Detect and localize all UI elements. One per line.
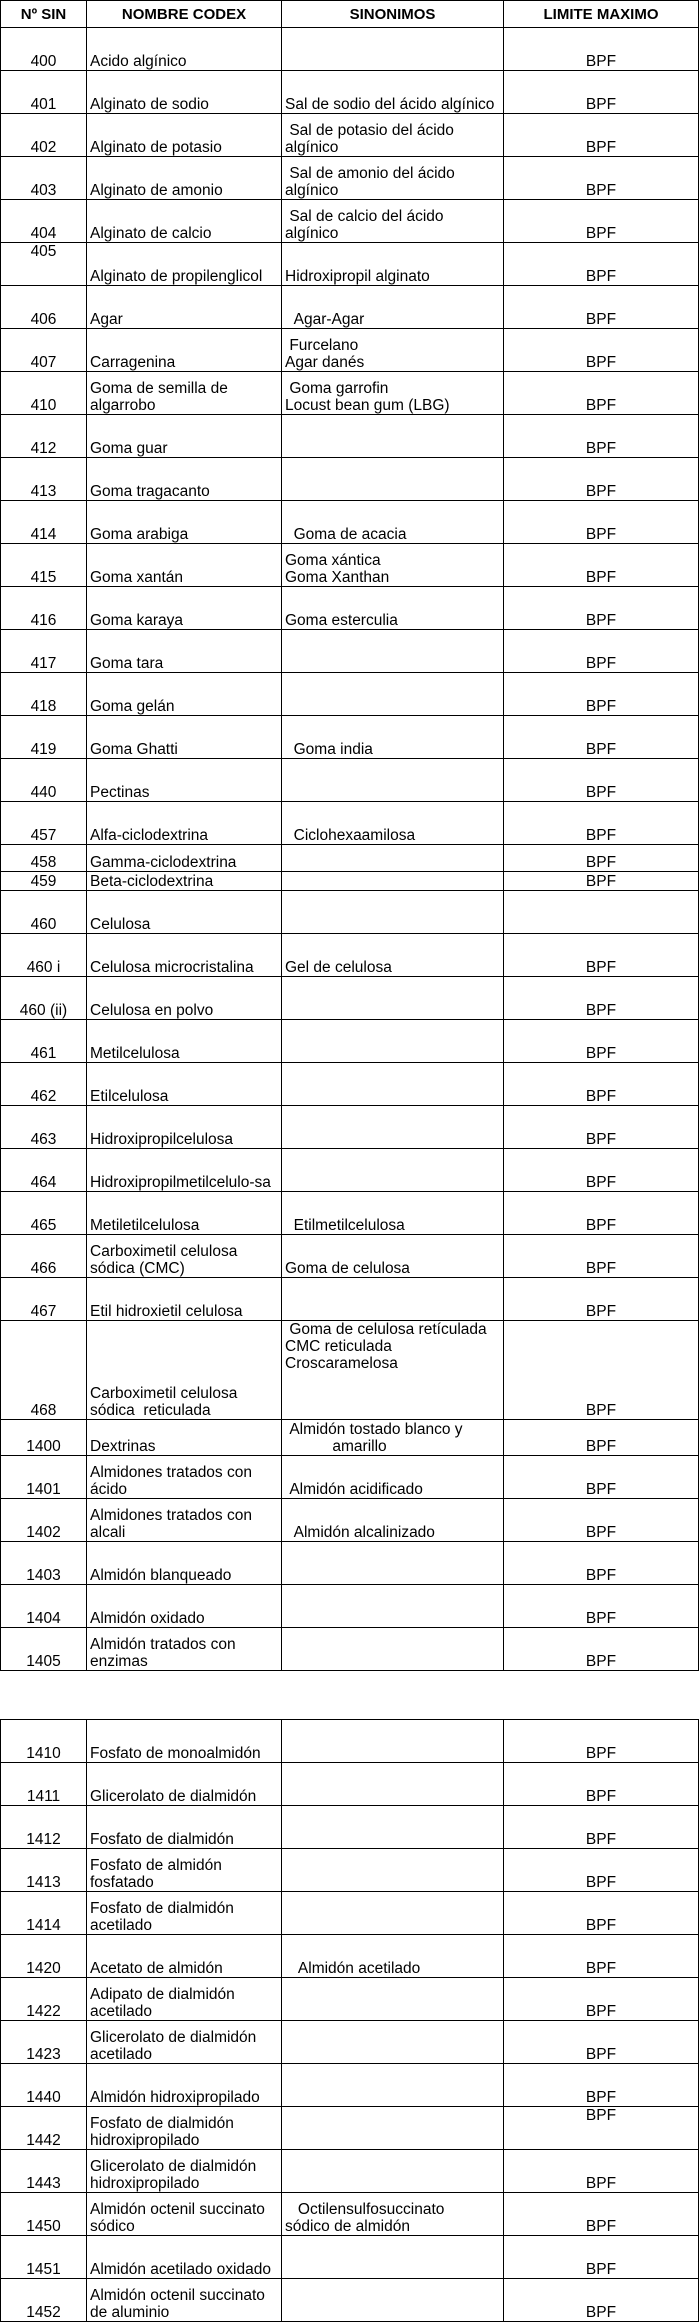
sin-number-cell: 417 [1,630,87,673]
sin-number-cell: 1422 [1,1978,87,2021]
synonyms-cell [282,2021,504,2064]
max-limit-cell: BPF [504,2107,699,2150]
table-row [1,934,699,977]
sin-number-cell: 1402 [1,1499,87,1542]
sin-number-cell: 403 [1,157,87,200]
max-limit-cell: BPF [504,114,699,157]
max-limit-cell: BPF [504,1420,699,1456]
max-limit-cell: BPF [504,587,699,630]
table-row [1,1628,699,1671]
sin-number-cell: 460 i [1,934,87,977]
codex-name-cell: Alginato de potasio [87,114,282,157]
max-limit-cell: BPF [504,1892,699,1935]
codex-name-cell: Agar [87,286,282,329]
codex-name-cell: Goma Ghatti [87,716,282,759]
sin-number-cell: 465 [1,1192,87,1235]
synonyms-cell [282,630,504,673]
codex-name-cell: Alfa-ciclodextrina [87,802,282,845]
synonyms-cell: Hidroxipropil alginato [282,243,504,286]
table-row [1,1542,699,1585]
codex-name-cell: Almidón hidroxipropilado [87,2064,282,2107]
codex-name-cell: Hidroxipropilcelulosa [87,1106,282,1149]
synonyms-cell [282,891,504,934]
codex-name-cell: Carragenina [87,329,282,372]
max-limit-cell: BPF [504,157,699,200]
sin-number-cell: 416 [1,587,87,630]
synonyms-cell [282,1020,504,1063]
table-row [1,544,699,587]
table-row [1,1278,699,1321]
codex-name-cell: Fosfato de dialmidón [87,1806,282,1849]
sin-number-cell: 413 [1,458,87,501]
codex-name-cell: Almidón blanqueado [87,1542,282,1585]
sin-number-cell: 419 [1,716,87,759]
max-limit-cell: BPF [504,977,699,1020]
codex-name-cell: Glicerolato de dialmidón acetilado [87,2021,282,2064]
sin-number-cell: 460 [1,891,87,934]
sin-number-cell: 1413 [1,1849,87,1892]
table-row [1,1149,699,1192]
table-row [1,1420,699,1456]
max-limit-cell: BPF [504,1149,699,1192]
synonyms-cell [282,759,504,802]
sin-number-cell: 414 [1,501,87,544]
sin-number-cell: 467 [1,1278,87,1321]
additives-table-part-2 [0,1719,699,2322]
header-synonyms: SINONIMOS [282,1,504,28]
table-row [1,1892,699,1935]
max-limit-cell: BPF [504,716,699,759]
table-row [1,2279,699,2322]
max-limit-cell: BPF [504,1106,699,1149]
codex-name-cell: Alginato de calcio [87,200,282,243]
codex-name-cell: Adipato de dialmidón acetilado [87,1978,282,2021]
codex-name-cell: Almidón oxidado [87,1585,282,1628]
codex-name-cell: Beta-ciclodextrina [87,872,282,891]
max-limit-cell: BPF [504,28,699,71]
synonyms-cell: Goma garrofin Locust bean gum (LBG) [282,372,504,415]
table-row [1,1063,699,1106]
sin-number-cell: 457 [1,802,87,845]
max-limit-cell: BPF [504,1542,699,1585]
sin-number-cell: 418 [1,673,87,716]
max-limit-cell: BPF [504,845,699,872]
table-row [1,1806,699,1849]
codex-name-cell: Fosfato de almidón fosfatado [87,1849,282,1892]
synonyms-cell [282,1849,504,1892]
synonyms-cell: Almidón alcalinizado [282,1499,504,1542]
codex-name-cell: Almidón octenil succinato de aluminio [87,2279,282,2322]
codex-name-cell: Metilcelulosa [87,1020,282,1063]
table-row [1,2107,699,2150]
synonyms-cell [282,1542,504,1585]
synonyms-cell: Goma xántica Goma Xanthan [282,544,504,587]
sin-number-cell: 406 [1,286,87,329]
codex-name-cell: Almidón octenil succinato sódico [87,2193,282,2236]
max-limit-cell: BPF [504,1278,699,1321]
max-limit-cell: BPF [504,71,699,114]
codex-name-cell: Goma xantán [87,544,282,587]
sin-number-cell: 412 [1,415,87,458]
sin-number-cell: 462 [1,1063,87,1106]
table-row [1,2064,699,2107]
synonyms-cell [282,2279,504,2322]
sin-number-cell: 1401 [1,1456,87,1499]
synonyms-cell: Octilensulfosuccinato sódico de almidón [282,2193,504,2236]
table-row [1,716,699,759]
max-limit-cell: BPF [504,372,699,415]
table-row [1,2021,699,2064]
page-gap [0,1698,699,1719]
codex-name-cell: Almidón tratados con enzimas [87,1628,282,1671]
max-limit-cell: BPF [504,458,699,501]
table-row [1,329,699,372]
table-row [1,891,699,934]
synonyms-cell [282,673,504,716]
codex-name-cell: Goma tara [87,630,282,673]
max-limit-cell: BPF [504,1978,699,2021]
synonyms-cell [282,2107,504,2150]
table-row [1,872,699,891]
sin-number-cell: 1451 [1,2236,87,2279]
table-row [1,673,699,716]
codex-name-cell: Acido algínico [87,28,282,71]
max-limit-cell: BPF [504,2193,699,2236]
codex-name-cell: Pectinas [87,759,282,802]
codex-name-cell: Carboximetil celulosa sódica reticulada [87,1321,282,1420]
max-limit-cell: BPF [504,200,699,243]
table-row [1,1192,699,1235]
header-codex-name: NOMBRE CODEX [87,1,282,28]
synonyms-cell: Sal de potasio del ácido algínico [282,114,504,157]
max-limit-cell [504,891,699,934]
codex-name-cell: Almidones tratados con ácido [87,1456,282,1499]
table-row [1,977,699,1020]
sin-number-cell: 468 [1,1321,87,1420]
max-limit-cell: BPF [504,329,699,372]
sin-number-cell: 440 [1,759,87,802]
codex-name-cell: Acetato de almidón [87,1935,282,1978]
synonyms-cell [282,1278,504,1321]
max-limit-cell: BPF [504,872,699,891]
table-row [1,1456,699,1499]
table-row [1,587,699,630]
synonyms-cell [282,977,504,1020]
synonyms-cell [282,28,504,71]
synonyms-cell: Ciclohexaamilosa [282,802,504,845]
codex-name-cell: Etil hidroxietil celulosa [87,1278,282,1321]
max-limit-cell: BPF [504,1720,699,1763]
max-limit-cell: BPF [504,415,699,458]
sin-number-cell: 463 [1,1106,87,1149]
table-row [1,71,699,114]
codex-name-cell: Alginato de amonio [87,157,282,200]
codex-name-cell: Goma gelán [87,673,282,716]
table-row [1,759,699,802]
max-limit-cell: BPF [504,2279,699,2322]
max-limit-cell: BPF [504,501,699,544]
synonyms-cell: Goma de celulosa retículada CMC reticulada Croscaramelosa [282,1321,504,1420]
table-row [1,1020,699,1063]
synonyms-cell [282,1806,504,1849]
max-limit-cell: BPF [504,243,699,286]
codex-name-cell: Hidroxipropilmetilcelulo-sa [87,1149,282,1192]
table-row [1,28,699,71]
max-limit-cell: BPF [504,1806,699,1849]
synonyms-cell [282,845,504,872]
synonyms-cell: Almidón acetilado [282,1935,504,1978]
codex-name-cell: Alginato de sodio [87,71,282,114]
max-limit-cell: BPF [504,2021,699,2064]
sin-number-cell: 1450 [1,2193,87,2236]
sin-number-cell: 1403 [1,1542,87,1585]
table-row [1,1106,699,1149]
synonyms-cell [282,2150,504,2193]
table-row [1,630,699,673]
synonyms-cell: Goma india [282,716,504,759]
synonyms-cell [282,2064,504,2107]
codex-name-cell: Goma arabiga [87,501,282,544]
max-limit-cell: BPF [504,759,699,802]
sin-number-cell: 1410 [1,1720,87,1763]
max-limit-cell: BPF [504,1585,699,1628]
sin-number-cell: 459 [1,872,87,891]
sin-number-cell: 461 [1,1020,87,1063]
synonyms-cell: Almidón tostado blanco y amarillo [282,1420,504,1456]
sin-number-cell: 1423 [1,2021,87,2064]
max-limit-cell: BPF [504,1235,699,1278]
max-limit-cell: BPF [504,802,699,845]
sin-number-cell: 466 [1,1235,87,1278]
sin-number-cell: 1440 [1,2064,87,2107]
sin-number-cell: 458 [1,845,87,872]
max-limit-cell: BPF [504,1849,699,1892]
max-limit-cell: BPF [504,1456,699,1499]
table-row [1,1978,699,2021]
table-row [1,802,699,845]
synonyms-cell [282,2236,504,2279]
max-limit-cell: BPF [504,673,699,716]
sin-number-cell: 1411 [1,1763,87,1806]
synonyms-cell: Almidón acidificado [282,1456,504,1499]
synonyms-cell: Goma de celulosa [282,1235,504,1278]
table-row [1,157,699,200]
codex-name-cell: Celulosa microcristalina [87,934,282,977]
table-row [1,1499,699,1542]
table-row [1,1849,699,1892]
codex-name-cell: Goma guar [87,415,282,458]
sin-number-cell: 1412 [1,1806,87,1849]
max-limit-cell: BPF [504,1192,699,1235]
codex-name-cell: Glicerolato de dialmidón hidroxipropilado [87,2150,282,2193]
sin-number-cell: 404 [1,200,87,243]
max-limit-cell: BPF [504,2236,699,2279]
table-row [1,200,699,243]
synonyms-cell [282,1106,504,1149]
table-row [1,1720,699,1763]
max-limit-cell: BPF [504,1063,699,1106]
synonyms-cell: Goma esterculia [282,587,504,630]
table-row [1,415,699,458]
table-row [1,114,699,157]
codex-name-cell: Fosfato de dialmidón hidroxipropilado [87,2107,282,2150]
codex-name-cell: Dextrinas [87,1420,282,1456]
codex-name-cell: Glicerolato de dialmidón [87,1763,282,1806]
sin-number-cell: 415 [1,544,87,587]
max-limit-cell: BPF [504,1935,699,1978]
codex-name-cell: Gamma-ciclodextrina [87,845,282,872]
sin-number-cell: 1405 [1,1628,87,1671]
codex-name-cell: Metiletilcelulosa [87,1192,282,1235]
max-limit-cell: BPF [504,934,699,977]
synonyms-cell [282,1763,504,1806]
synonyms-cell [282,458,504,501]
max-limit-cell: BPF [504,1499,699,1542]
table-row [1,501,699,544]
max-limit-cell: BPF [504,544,699,587]
sin-number-cell: 1443 [1,2150,87,2193]
table-row [1,286,699,329]
table-row [1,372,699,415]
synonyms-cell [282,415,504,458]
synonyms-cell: Sal de amonio del ácido algínico [282,157,504,200]
sin-number-cell: 1452 [1,2279,87,2322]
sin-number-cell: 410 [1,372,87,415]
synonyms-cell: Gel de celulosa [282,934,504,977]
max-limit-cell: BPF [504,630,699,673]
sin-number-cell: 405 [1,243,87,286]
sin-number-cell: 1442 [1,2107,87,2150]
synonyms-cell [282,1978,504,2021]
codex-name-cell: Carboximetil celulosa sódica (CMC) [87,1235,282,1278]
sin-number-cell: 1420 [1,1935,87,1978]
synonyms-cell: Sal de sodio del ácido algínico [282,71,504,114]
max-limit-cell: BPF [504,1628,699,1671]
synonyms-cell: Agar-Agar [282,286,504,329]
synonyms-cell: Etilmetilcelulosa [282,1192,504,1235]
sin-number-cell: 1400 [1,1420,87,1456]
max-limit-cell: BPF [504,1020,699,1063]
table-row [1,1235,699,1278]
codex-name-cell: Etilcelulosa [87,1063,282,1106]
synonyms-cell [282,1149,504,1192]
codex-name-cell: Goma tragacanto [87,458,282,501]
sin-number-cell: 1414 [1,1892,87,1935]
max-limit-cell: BPF [504,2150,699,2193]
codex-name-cell: Alginato de propilenglicol [87,243,282,286]
synonyms-cell: Sal de calcio del ácido algínico [282,200,504,243]
table-row [1,1321,699,1420]
synonyms-cell [282,1628,504,1671]
codex-name-cell: Celulosa [87,891,282,934]
synonyms-cell [282,1063,504,1106]
synonyms-cell: Goma de acacia [282,501,504,544]
sin-number-cell: 407 [1,329,87,372]
table-row [1,1935,699,1978]
max-limit-cell: BPF [504,2064,699,2107]
header-max-limit: LIMITE MAXIMO [504,1,699,28]
max-limit-cell: BPF [504,1321,699,1420]
header-row [1,1,699,28]
table-row [1,845,699,872]
codex-name-cell: Almidón acetilado oxidado [87,2236,282,2279]
codex-name-cell: Fosfato de dialmidón acetilado [87,1892,282,1935]
table-row [1,2236,699,2279]
codex-name-cell: Goma karaya [87,587,282,630]
sin-number-cell: 460 (ii) [1,977,87,1020]
sin-number-cell: 1404 [1,1585,87,1628]
synonyms-cell [282,1585,504,1628]
codex-name-cell: Almidones tratados con alcali [87,1499,282,1542]
codex-name-cell: Fosfato de monoalmidón [87,1720,282,1763]
table-row [1,458,699,501]
max-limit-cell: BPF [504,1763,699,1806]
table-row [1,1585,699,1628]
header-sin: Nº SIN [1,1,87,28]
codex-name-cell: Goma de semilla de algarrobo [87,372,282,415]
table-row [1,1763,699,1806]
sin-number-cell: 464 [1,1149,87,1192]
codex-name-cell: Celulosa en polvo [87,977,282,1020]
max-limit-cell: BPF [504,286,699,329]
sin-number-cell: 402 [1,114,87,157]
synonyms-cell [282,1892,504,1935]
synonyms-cell: Furcelano Agar danés [282,329,504,372]
synonyms-cell [282,872,504,891]
synonyms-cell [282,1720,504,1763]
table-row [1,2150,699,2193]
sin-number-cell: 401 [1,71,87,114]
table-row [1,243,699,286]
sin-number-cell: 400 [1,28,87,71]
table-row [1,2193,699,2236]
